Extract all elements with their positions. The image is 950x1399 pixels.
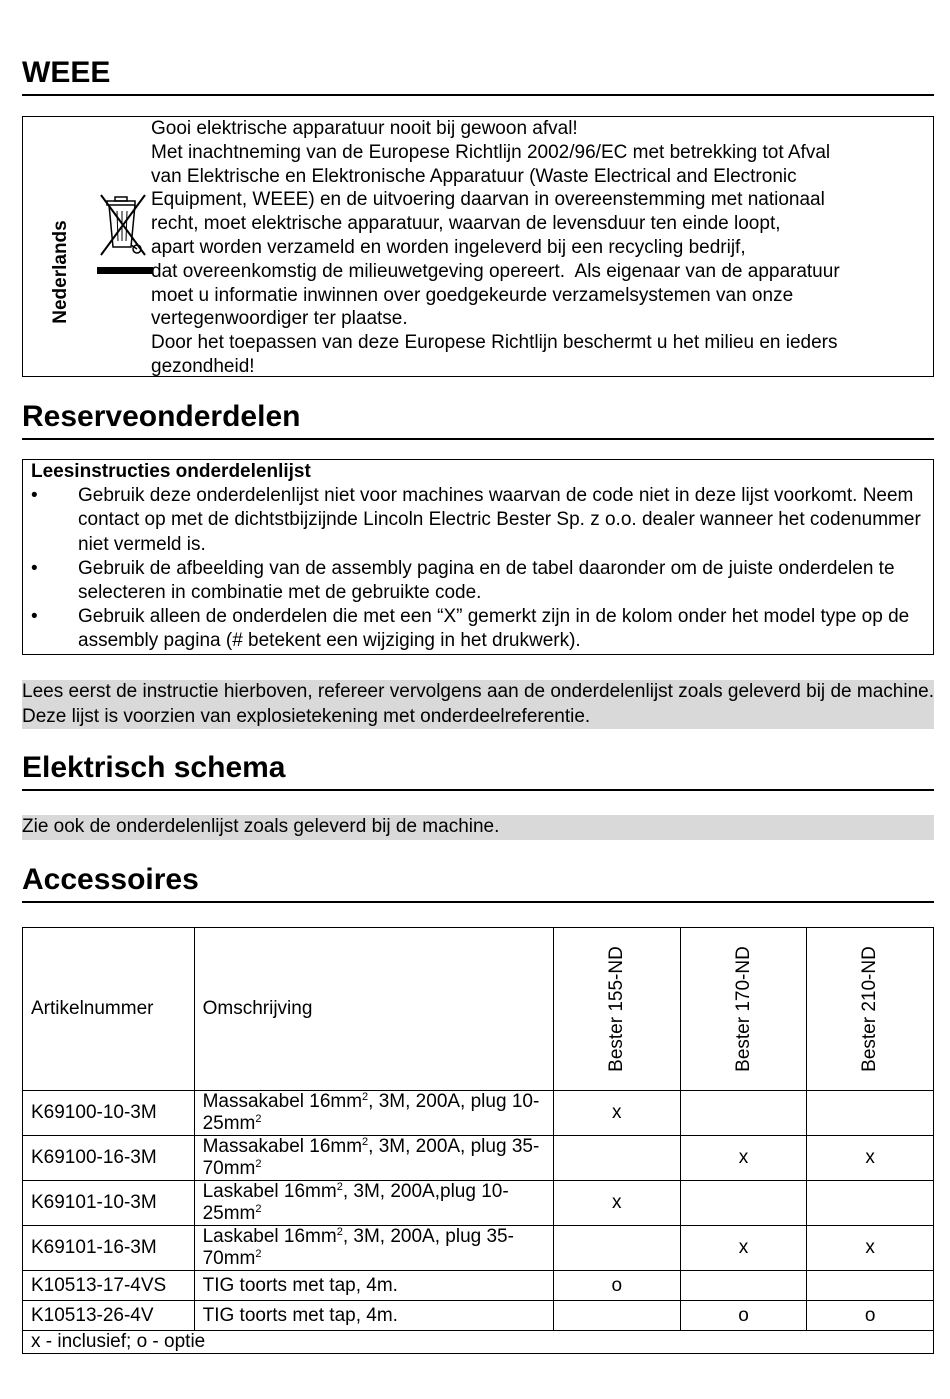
model-mark: o: [807, 1301, 934, 1331]
weee-line: Met inachtneming van de Europese Richtlijn 2002/96/EC met betrekking tot Afval: [151, 141, 831, 163]
model-mark: [807, 1271, 934, 1301]
header-description: Omschrijving: [194, 928, 553, 1091]
weee-symbol: [43, 177, 163, 357]
instructions-box: [22, 459, 934, 655]
instructions-title: Leesinstructies onderdelenlijst: [31, 461, 311, 482]
model-mark: [807, 1181, 934, 1226]
description: TIG toorts met tap, 4m.: [194, 1301, 553, 1331]
bullet-icon: •: [31, 485, 38, 507]
instruction-bullet: [23, 557, 933, 605]
weee-heading: WEEE: [22, 56, 934, 96]
bullet-text: Gebruik de afbeelding van de assembly pagina en de tabel daaronder om de juiste onderdelen te selecteren in combinatie met de gebruikte code.: [78, 557, 895, 604]
description: Laskabel $16mm^2$, 3M, 200A,plug $10-25mm^2$: [194, 1181, 553, 1226]
reserve-note: Lees eerst de instructie hierboven, refereer vervolgens aan de onderdelenlijst zoals geleverd bij de machine. Deze lijst is voorzien van explosietekening met onderdeelreferentie.: [22, 680, 934, 729]
legend-row: [23, 1331, 934, 1354]
model-label: Bester 170-ND: [732, 946, 754, 1072]
bullet-text: Gebruik alleen de onderdelen die met een “X” gemerkt zijn in de kolom onder het model type op de assembly pagina (# betekent een wijziging in het drukwerk).: [78, 606, 910, 652]
weee-line: Door het toepassen van deze Europese Richtlijn beschermt u het milieu en ieders: [151, 332, 838, 354]
model-mark: o: [680, 1301, 807, 1331]
model-mark: x: [553, 1091, 680, 1136]
model-mark: [553, 1226, 680, 1271]
table-row: [23, 1091, 934, 1136]
weee-text: [151, 117, 931, 379]
table-header-row: [23, 928, 934, 1091]
electrical-heading: Elektrisch schema: [22, 751, 934, 791]
bullet-icon: •: [31, 606, 38, 628]
bullet-icon: •: [31, 557, 38, 579]
accessories-table: [22, 927, 934, 1354]
weee-line: apart worden verzameld en worden ingeleverd bij een recycling bedrijf,: [151, 236, 746, 258]
accessories-section: [22, 863, 934, 903]
model-mark: [680, 1181, 807, 1226]
header-article: Artikelnummer: [23, 928, 195, 1091]
article-number: K10513-17-4VS: [23, 1271, 195, 1301]
article-number: K69101-16-3M: [23, 1226, 195, 1271]
accessories-heading: Accessoires: [22, 863, 934, 903]
header-model: [807, 928, 934, 1091]
language-label: Nederlands: [50, 220, 71, 324]
header-model: [553, 928, 680, 1091]
instruction-bullet: [23, 605, 933, 653]
table-row: [23, 1271, 934, 1301]
article-number: K69100-10-3M: [23, 1091, 195, 1136]
model-mark: [807, 1091, 934, 1136]
instruction-bullet: [23, 484, 933, 557]
model-mark: [680, 1271, 807, 1301]
bullet-text: Gebruik deze onderdelenlijst niet voor machines waarvan de code niet in deze lijst voorkomt. Neem contact op met de dichtstbijzijnde Lincoln Electric Bester Sp. z o.o. dealer wanneer het codenummer niet vermeld is.: [78, 485, 921, 555]
weee-line: dat overeenkomstig de milieuwetgeving opereert. Als eigenaar van de apparatuur: [151, 260, 840, 282]
crossed-out-wheelie-bin-icon: [93, 187, 153, 277]
table-row: [23, 1301, 934, 1331]
model-mark: x: [553, 1181, 680, 1226]
table-row: [23, 1136, 934, 1181]
article-number: K69100-16-3M: [23, 1136, 195, 1181]
description: Massakabel $16mm^2$, 3M, 200A, plug $35-70mm^2$: [194, 1136, 553, 1181]
reserve-heading: Reserveonderdelen: [22, 400, 934, 440]
weee-line: Gooi elektrische apparatuur nooit bij gewoon afval!: [151, 118, 578, 139]
weee-line: Equipment, WEEE) en de uitvoering daarvan in overeenstemming met nationaal: [151, 189, 825, 211]
model-mark: o: [553, 1271, 680, 1301]
model-mark: x: [807, 1136, 934, 1181]
model-mark: x: [807, 1226, 934, 1271]
weee-box: [22, 116, 934, 377]
description: Massakabel $16mm^2$, 3M, 200A, plug $10-25mm^2$: [194, 1091, 553, 1136]
weee-line: van Elektrische en Elektronische Apparatuur (Waste Electrical and Electronic: [151, 165, 797, 187]
weee-line: vertegenwoordiger ter plaatse.: [151, 308, 408, 330]
table-row: [23, 1181, 934, 1226]
weee-section: [22, 56, 934, 96]
weee-line: gezondheid!: [151, 355, 255, 377]
model-label: Bester 155-ND: [605, 946, 627, 1072]
weee-line: recht, moet elektrische apparatuur, waarvan de levensduur ten einde loopt,: [151, 213, 781, 235]
article-number: K69101-10-3M: [23, 1181, 195, 1226]
description: TIG toorts met tap, 4m.: [194, 1271, 553, 1301]
model-mark: [680, 1091, 807, 1136]
description: Laskabel $16mm^2$, 3M, 200A, plug $35-70mm^2$: [194, 1226, 553, 1271]
article-number: K10513-26-4V: [23, 1301, 195, 1331]
model-mark: x: [680, 1226, 807, 1271]
model-label: Bester 210-ND: [859, 946, 881, 1072]
model-mark: [553, 1301, 680, 1331]
reserve-section: [22, 400, 934, 440]
model-mark: [553, 1136, 680, 1181]
table-legend: x - inclusief; o - optie: [23, 1331, 934, 1354]
electrical-section: [22, 751, 934, 791]
model-mark: x: [680, 1136, 807, 1181]
header-model: [680, 928, 807, 1091]
table-row: [23, 1226, 934, 1271]
weee-line: moet u informatie inwinnen over goedgekeurde verzamelsystemen van onze: [151, 284, 794, 306]
electrical-note: Zie ook de onderdelenlijst zoals geleverd bij de machine.: [22, 815, 934, 840]
